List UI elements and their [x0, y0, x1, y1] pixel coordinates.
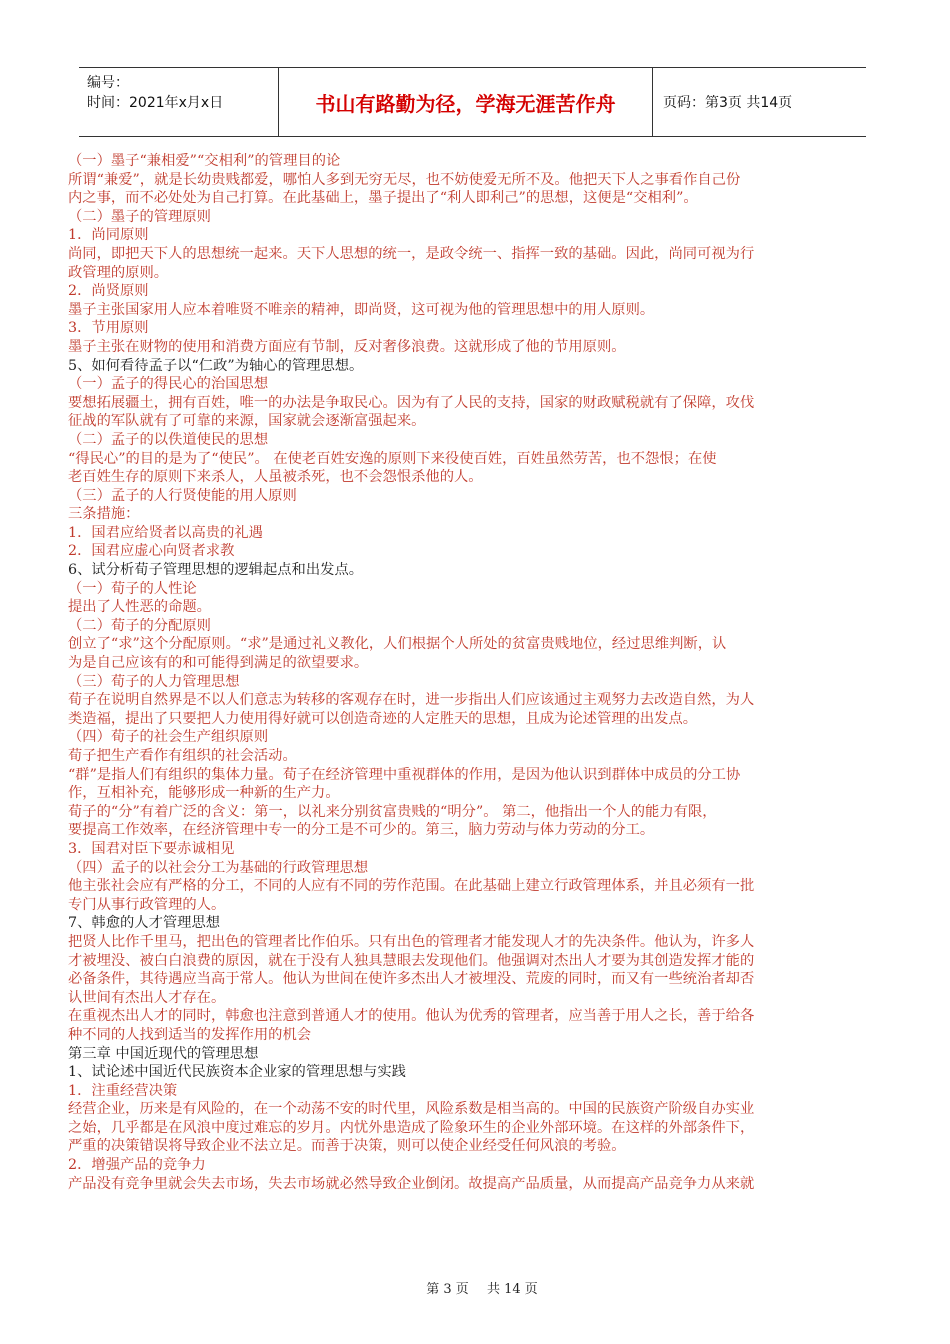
- text-line: 1．注重经营决策: [68, 1082, 178, 1099]
- text-line: 认世间有杰出人才存在。: [68, 989, 226, 1006]
- text-line: 提出了人性恶的命题。: [68, 599, 211, 616]
- footer-page-total: 共 14 页: [486, 1282, 538, 1297]
- text-line: 老百姓生存的原则下来杀人，人虽被杀死，也不会怨恨杀他的人。: [68, 469, 483, 486]
- text-line: 政管理的原则。: [68, 264, 169, 281]
- text-line: 6、试分析荀子管理思想的逻辑起点和出发点。: [68, 562, 364, 579]
- text-line: 荀子把生产看作有组织的社会活动。: [68, 748, 297, 764]
- document-number-label: 编号：: [87, 75, 129, 91]
- text-line: 1．尚同原则: [68, 227, 149, 244]
- text-line: 经营企业，历来是有风险的，在一个动荡不安的时代里，风险系数是相当高的。中国的民族资产阶级自办实业: [68, 1101, 755, 1118]
- page-footer: [0, 1278, 950, 1297]
- text-line: 荀子在说明自然界是不以人们意志为转移的客观存在时，进一步指出人们应该通过主观努力去改造自然，为人: [68, 692, 755, 709]
- text-line: （四）荀子的社会生产组织原则: [68, 729, 269, 746]
- text-line: 所谓“兼爱”，就是长幼贵贱都爱，哪怕人多到无穷无尽，也不妨使爱无所不及。他把天下人之事看作自己份: [68, 171, 741, 188]
- text-line: 产品没有竞争里就会失去市场，失去市场就必然导致企业倒闭。故提高产品质量，从而提高产品竞争力从来就: [68, 1175, 755, 1192]
- text-line: （一）墨子“兼相爱”“交相利”的管理目的论: [68, 153, 341, 169]
- text-line: （三）孟子的人行贤使能的用人原则: [68, 487, 297, 504]
- text-line: 1．国君应给贤者以高贵的礼遇: [68, 524, 263, 541]
- text-line: 为是自己应该有的和可能得到满足的欲望要求。: [68, 655, 369, 672]
- text-line: 种不同的人找到适当的发挥作用的机会: [68, 1026, 312, 1043]
- text-line: 3．节用原则: [68, 320, 149, 337]
- text-line: 要提高工作效率，在经济管理中专一的分工是不可少的。第三，脑力劳动与体力劳动的分工。: [68, 822, 655, 839]
- text-line: 1、试论述中国近代民族资本企业家的管理思想与实践: [68, 1064, 406, 1081]
- document-time-label: 时间：2021年x月x日: [87, 95, 224, 111]
- text-line: （四）孟子的以社会分工为基础的行政管理思想: [68, 859, 369, 876]
- text-line: 2．增强产品的竞争力: [68, 1157, 206, 1174]
- text-line: 第三章 中国近现代的管理思想: [68, 1045, 259, 1062]
- text-line: 严重的决策错误将导致企业不法立足。而善于决策，则可以使企业经受任何风浪的考验。: [68, 1138, 626, 1155]
- text-line: 专门从事行政管理的人。: [68, 896, 226, 913]
- page-header: [79, 67, 866, 137]
- header-motto: 书山有路勤为径，学海无涯苦作舟: [279, 68, 653, 136]
- text-line: （一）孟子的得民心的治国思想: [68, 376, 269, 393]
- text-line: 把贤人比作千里马，把出色的管理者比作伯乐。只有出色的管理者才能发现人才的先决条件。他认为，许多人: [68, 933, 755, 950]
- document-body: [68, 152, 880, 1193]
- text-line: 征战的军队就有了可靠的来源，国家就会逐渐富强起来。: [68, 413, 426, 430]
- text-line: 必备条件，其待遇应当高于常人。他认为世间在使许多杰出人才被埋没、荒废的同时，而又有一些统治者却否: [68, 971, 755, 988]
- header-page-info: 页码：第3页 共14页: [663, 95, 793, 111]
- text-line: 在重视杰出人才的同时，韩愈也注意到普通人才的使用。他认为优秀的管理者，应当善于用人之长，善于给各: [68, 1008, 755, 1025]
- text-line: （三）荀子的人力管理思想: [68, 673, 240, 690]
- text-line: （二）荀子的分配原则: [68, 617, 211, 634]
- text-line: 要想拓展疆土，拥有百姓，唯一的办法是争取民心。因为有了人民的支持，国家的财政赋税就有了保障，攻伐: [68, 394, 755, 411]
- text-line: 类造福，提出了只要把人力使用得好就可以创造奇迹的人定胜天的思想，且成为论述管理的出发点。: [68, 710, 698, 727]
- text-line: （二）孟子的以佚道使民的思想: [68, 431, 269, 448]
- text-line: 7、韩愈的人才管理思想: [68, 915, 221, 932]
- text-line: 内之事，而不必处处为自己打算。在此基础上，墨子提出了“利人即利己”的思想，这便是“交相利”。: [68, 190, 698, 207]
- text-line: “得民心”的目的是为了“使民”。 在使老百姓安逸的原则下来役使百姓，百姓虽然劳苦，也不怨恨；在使: [68, 450, 717, 467]
- text-line: 2．国君应虚心向贤者求教: [68, 543, 235, 560]
- text-line: 5、如何看待孟子以“仁政”为轴心的管理思想。: [68, 357, 364, 374]
- text-line: 三条措施：: [68, 506, 140, 523]
- text-line: 创立了“求”这个分配原则。“求”是通过礼义教化，人们根据个人所处的贫富贵贱地位，经过思维判断，认: [68, 636, 727, 653]
- text-line: （一）荀子的人性论: [68, 580, 197, 597]
- text-line: 墨子主张在财物的使用和消费方面应有节制，反对奢侈浪费。这就形成了他的节用原则。: [68, 338, 626, 355]
- text-line: 才被埋没、被白白浪费的原因，就在于没有人独具慧眼去发现他们。他强调对杰出人才要为其创造发挥才能的: [68, 952, 755, 969]
- text-line: “群”是指人们有组织的集体力量。荀子在经济管理中重视群体的作用，是因为他认识到群体中成员的分工协: [68, 766, 741, 783]
- text-line: （二）墨子的管理原则: [68, 208, 211, 225]
- footer-page-number: 第 3 页: [426, 1282, 469, 1297]
- text-line: 尚同，即把天下人的思想统一起来。天下人思想的统一，是政令统一、指挥一致的基础。因此，尚同可视为行: [68, 245, 755, 262]
- text-line: 他主张社会应有严格的分工，不同的人应有不同的劳作范围。在此基础上建立行政管理体系，并且必须有一批: [68, 878, 755, 895]
- text-line: 作，互相补充，能够形成一种新的生产力。: [68, 785, 340, 802]
- header-meta: [79, 68, 279, 136]
- text-line: 3．国君对臣下要赤诚相见: [68, 840, 235, 857]
- text-line: 2．尚贤原则: [68, 283, 149, 300]
- text-line: 之始，几乎都是在风浪中度过难忘的岁月。内忧外患造成了险象环生的企业外部环境。在这样的外部条件下，: [68, 1119, 755, 1136]
- text-line: 荀子的“分”有着广泛的含义：第一，以礼来分别贫富贵贱的“明分”。 第二，他指出一个人的能力有限，: [68, 803, 717, 820]
- text-line: 墨子主张国家用人应本着唯贤不唯亲的精神，即尚贤，这可视为他的管理思想中的用人原则。: [68, 301, 655, 318]
